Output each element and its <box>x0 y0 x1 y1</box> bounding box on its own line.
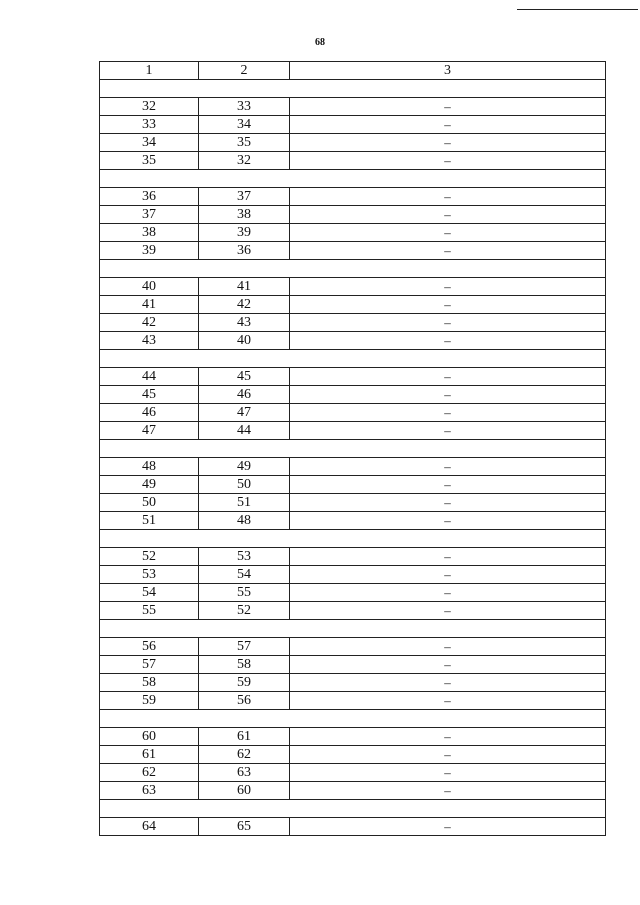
table-cell-col-2: 52 <box>199 602 290 620</box>
table-cell-col-2: 63 <box>199 764 290 782</box>
table-row <box>100 512 606 530</box>
table-cell-col-1: 40 <box>100 278 199 296</box>
table-cell-col-1: 55 <box>100 602 199 620</box>
table-cell-col-3: – <box>290 782 606 800</box>
table-cell-col-3: – <box>290 206 606 224</box>
table-cell-col-2: 39 <box>199 224 290 242</box>
table-cell-col-1: 64 <box>100 818 199 836</box>
table-row <box>100 116 606 134</box>
table-cell-col-2: 45 <box>199 368 290 386</box>
table-cell-col-1: 50 <box>100 494 199 512</box>
table-cell-col-1: 62 <box>100 764 199 782</box>
separator-cell <box>100 80 606 98</box>
table-cell-col-2: 35 <box>199 134 290 152</box>
table-cell-col-2: 50 <box>199 476 290 494</box>
table-cell-col-2: 53 <box>199 548 290 566</box>
separator-cell <box>100 350 606 368</box>
table-cell-col-1: 60 <box>100 728 199 746</box>
table-cell-col-3: – <box>290 584 606 602</box>
page-number: 68 <box>315 37 325 48</box>
table-cell-col-2: 59 <box>199 674 290 692</box>
separator-cell <box>100 440 606 458</box>
table-row <box>100 692 606 710</box>
separator-cell <box>100 620 606 638</box>
table-row <box>100 728 606 746</box>
group-separator-row <box>100 440 606 458</box>
table-row <box>100 368 606 386</box>
table-cell-col-1: 47 <box>100 422 199 440</box>
group-separator-row <box>100 170 606 188</box>
table-cell-col-1: 46 <box>100 404 199 422</box>
table-row <box>100 386 606 404</box>
table-cell-col-2: 46 <box>199 386 290 404</box>
table-cell-col-2: 61 <box>199 728 290 746</box>
table-cell-col-2: 62 <box>199 746 290 764</box>
table-cell-col-1: 52 <box>100 548 199 566</box>
table-row <box>100 818 606 836</box>
table-row <box>100 656 606 674</box>
table-cell-col-1: 36 <box>100 188 199 206</box>
table-cell-col-2: 54 <box>199 566 290 584</box>
table-cell-col-2: 40 <box>199 332 290 350</box>
table-row <box>100 746 606 764</box>
table-row <box>100 314 606 332</box>
table-row <box>100 476 606 494</box>
table-cell-col-1: 43 <box>100 332 199 350</box>
table-cell-col-1: 44 <box>100 368 199 386</box>
table-cell-col-3: – <box>290 494 606 512</box>
table-cell-col-2: 44 <box>199 422 290 440</box>
table-cell-col-1: 48 <box>100 458 199 476</box>
table-cell-col-1: 54 <box>100 584 199 602</box>
table-cell-col-1: 53 <box>100 566 199 584</box>
table-cell-col-3: – <box>290 188 606 206</box>
table-row <box>100 332 606 350</box>
table-cell-col-3: – <box>290 296 606 314</box>
table-cell-col-2: 37 <box>199 188 290 206</box>
table-row <box>100 764 606 782</box>
table-cell-col-2: 49 <box>199 458 290 476</box>
table-cell-col-2: 47 <box>199 404 290 422</box>
table-cell-col-1: 34 <box>100 134 199 152</box>
table-row <box>100 152 606 170</box>
table-cell-col-2: 55 <box>199 584 290 602</box>
table-cell-col-3: – <box>290 476 606 494</box>
table-cell-col-3: – <box>290 314 606 332</box>
table-cell-col-3: – <box>290 134 606 152</box>
table-row <box>100 404 606 422</box>
table-cell-col-3: – <box>290 764 606 782</box>
table-row <box>100 566 606 584</box>
table-cell-col-3: – <box>290 566 606 584</box>
table-cell-col-3: – <box>290 242 606 260</box>
table-cell-col-1: 41 <box>100 296 199 314</box>
table-cell-col-3: – <box>290 638 606 656</box>
table-cell-col-3: – <box>290 746 606 764</box>
table-cell-col-1: 32 <box>100 98 199 116</box>
table-cell-col-2: 60 <box>199 782 290 800</box>
header-row <box>100 62 606 80</box>
table-cell-col-1: 61 <box>100 746 199 764</box>
table-row <box>100 296 606 314</box>
table-cell-col-1: 33 <box>100 116 199 134</box>
table-cell-col-1: 37 <box>100 206 199 224</box>
table-row <box>100 638 606 656</box>
table-cell-col-2: 36 <box>199 242 290 260</box>
separator-cell <box>100 170 606 188</box>
table-row <box>100 98 606 116</box>
table-cell-col-1: 56 <box>100 638 199 656</box>
table-cell-col-1: 42 <box>100 314 199 332</box>
table-cell-col-1: 35 <box>100 152 199 170</box>
table-row <box>100 188 606 206</box>
table-cell-col-3: – <box>290 368 606 386</box>
table-row <box>100 206 606 224</box>
table-cell-col-3: – <box>290 332 606 350</box>
table-cell-col-2: 34 <box>199 116 290 134</box>
group-separator-row <box>100 800 606 818</box>
table-cell-col-2: 32 <box>199 152 290 170</box>
table-cell-col-2: 56 <box>199 692 290 710</box>
table-cell-col-2: 65 <box>199 818 290 836</box>
table-cell-col-2: 43 <box>199 314 290 332</box>
table-cell-col-3: – <box>290 512 606 530</box>
group-separator-row <box>100 620 606 638</box>
table-row <box>100 548 606 566</box>
table-row <box>100 494 606 512</box>
table-cell-col-3: – <box>290 152 606 170</box>
top-rule <box>517 9 638 10</box>
table-cell-col-1: 38 <box>100 224 199 242</box>
table-row <box>100 602 606 620</box>
table-cell-col-1: 49 <box>100 476 199 494</box>
table-cell-col-2: 57 <box>199 638 290 656</box>
group-separator-row <box>100 80 606 98</box>
group-separator-row <box>100 530 606 548</box>
table-cell-col-2: 51 <box>199 494 290 512</box>
table-cell-col-3: – <box>290 278 606 296</box>
table-cell-col-3: – <box>290 674 606 692</box>
table-body <box>100 62 606 836</box>
table-cell-col-2: 33 <box>199 98 290 116</box>
table-row <box>100 782 606 800</box>
separator-cell <box>100 530 606 548</box>
table-row <box>100 224 606 242</box>
table-cell-col-1: 57 <box>100 656 199 674</box>
table-row <box>100 422 606 440</box>
table-cell-col-3: – <box>290 404 606 422</box>
table-cell-col-3: – <box>290 692 606 710</box>
table-cell-col-3: – <box>290 98 606 116</box>
table-cell-col-1: 63 <box>100 782 199 800</box>
header-cell-2: 2 <box>199 62 290 80</box>
table-cell-col-1: 45 <box>100 386 199 404</box>
table-cell-col-3: – <box>290 116 606 134</box>
group-separator-row <box>100 710 606 728</box>
table-row <box>100 278 606 296</box>
table-cell-col-2: 38 <box>199 206 290 224</box>
table-cell-col-1: 51 <box>100 512 199 530</box>
table-cell-col-3: – <box>290 728 606 746</box>
table-cell-col-3: – <box>290 422 606 440</box>
table-cell-col-2: 42 <box>199 296 290 314</box>
table-cell-col-3: – <box>290 818 606 836</box>
header-cell-1: 1 <box>100 62 199 80</box>
table-cell-col-3: – <box>290 548 606 566</box>
table-row <box>100 134 606 152</box>
table-cell-col-2: 41 <box>199 278 290 296</box>
header-cell-3: 3 <box>290 62 606 80</box>
table-cell-col-1: 58 <box>100 674 199 692</box>
table-cell-col-3: – <box>290 656 606 674</box>
table-cell-col-1: 39 <box>100 242 199 260</box>
separator-cell <box>100 260 606 278</box>
table-cell-col-3: – <box>290 386 606 404</box>
table-cell-col-3: – <box>290 224 606 242</box>
table-cell-col-2: 48 <box>199 512 290 530</box>
table-row <box>100 458 606 476</box>
group-separator-row <box>100 350 606 368</box>
table-row <box>100 242 606 260</box>
separator-cell <box>100 710 606 728</box>
table-row <box>100 674 606 692</box>
table-cell-col-3: – <box>290 602 606 620</box>
table-row <box>100 584 606 602</box>
table-cell-col-2: 58 <box>199 656 290 674</box>
separator-cell <box>100 800 606 818</box>
data-table <box>99 61 606 836</box>
table-cell-col-1: 59 <box>100 692 199 710</box>
group-separator-row <box>100 260 606 278</box>
table-cell-col-3: – <box>290 458 606 476</box>
